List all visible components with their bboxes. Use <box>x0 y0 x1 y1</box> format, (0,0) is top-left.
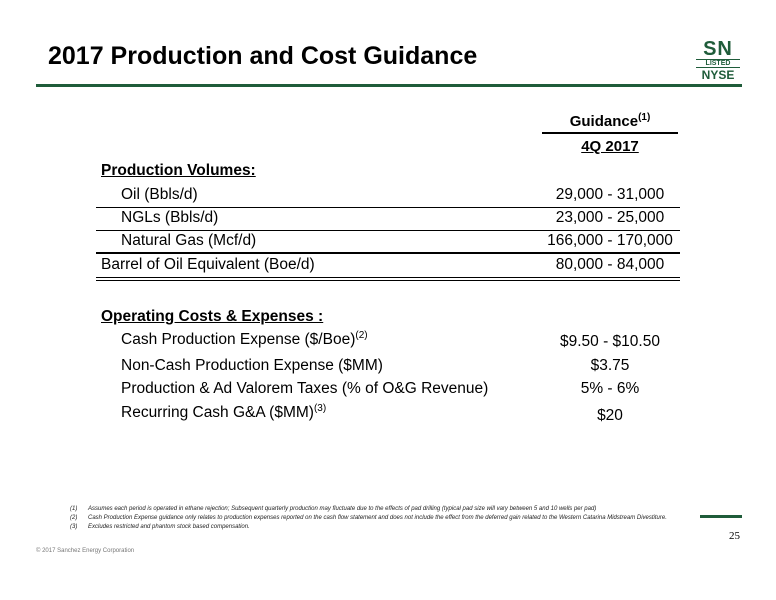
total-rule-bottom-1 <box>96 277 680 278</box>
company-logo <box>696 40 740 84</box>
title-divider <box>36 84 742 87</box>
total-rule-top <box>96 252 680 254</box>
row-value-non-cash-production: $3.75 <box>590 357 630 374</box>
row-label-natural-gas: Natural Gas (Mcf/d) <box>121 232 257 249</box>
row-footnote-marker: (3) <box>313 403 327 414</box>
footnote-item <box>70 514 710 523</box>
footnote-text: Excludes restricted and phantom stock based compensation. <box>88 524 250 530</box>
row-value-natural-gas: 166,000 - 170,000 <box>547 232 673 249</box>
section-heading-production: Production Volumes: <box>101 162 256 179</box>
row-label-non-cash-production: Non-Cash Production Expense ($MM) <box>121 357 383 374</box>
row-footnote-marker: (2) <box>355 330 368 341</box>
column-header-guidance <box>542 112 678 130</box>
row-label-g-and-a <box>121 403 326 422</box>
row-value-boe-total: 80,000 - 84,000 <box>555 256 665 273</box>
row-label-cash-production <box>121 330 368 349</box>
row-value-taxes: 5% - 6% <box>580 380 640 397</box>
total-rule-bottom-2 <box>96 280 680 281</box>
column-header-period: 4Q 2017 <box>581 138 639 155</box>
row-label-taxes: Production & Ad Valorem Taxes (% of O&G Revenue) <box>121 380 489 397</box>
footnote-number: (3) <box>70 524 78 530</box>
row-divider <box>96 207 680 208</box>
footnote-item <box>70 523 710 532</box>
footnote-text: Assumes each period is operated in ethane rejection; Subsequent quarterly production may fluctuate due to the effects of pad drilling (typical pad size will vary between 5 and 10 wells per pad) <box>88 506 597 512</box>
row-label-text: Cash Production Expense ($/Boe) <box>121 331 356 349</box>
footnote-number: (2) <box>70 515 78 521</box>
copyright-notice: © 2017 Sanchez Energy Corporation <box>36 548 135 554</box>
row-value-ngls: 23,000 - 25,000 <box>555 209 665 226</box>
row-value-oil: 29,000 - 31,000 <box>555 186 665 203</box>
column-header-label: Guidance <box>569 113 639 130</box>
row-value-g-and-a: $20 <box>597 407 623 424</box>
row-divider <box>96 230 680 231</box>
footnote-text: Cash Production Expense guidance only relates to production expenses reported on the cash flow statement and does not include the effect from the deferred gain related to the Western Catarina Midstream Divestiture. <box>88 515 667 521</box>
row-label-ngls: NGLs (Bbls/d) <box>121 209 219 226</box>
row-label-oil: Oil (Bbls/d) <box>121 186 198 203</box>
page-title: 2017 Production and Cost Guidance <box>48 42 478 70</box>
row-value-cash-production: $9.50 - $10.50 <box>560 333 660 350</box>
row-label-boe-total: Barrel of Oil Equivalent (Boe/d) <box>101 256 315 273</box>
logo-ticker: SN <box>703 38 733 60</box>
column-header-rule <box>542 132 678 134</box>
footer-accent-rule <box>700 515 742 518</box>
row-label-text: Recurring Cash G&A ($MM) <box>121 404 314 422</box>
column-header-footnote: (1) <box>638 112 651 123</box>
page-number: 25 <box>729 530 740 542</box>
footnotes <box>70 505 710 532</box>
section-heading-costs: Operating Costs & Expenses : <box>101 308 324 325</box>
logo-exchange: NYSE <box>701 68 735 82</box>
footnote-item <box>70 505 710 514</box>
logo-listed: LISTED <box>696 59 740 68</box>
footnote-number: (1) <box>70 506 78 512</box>
